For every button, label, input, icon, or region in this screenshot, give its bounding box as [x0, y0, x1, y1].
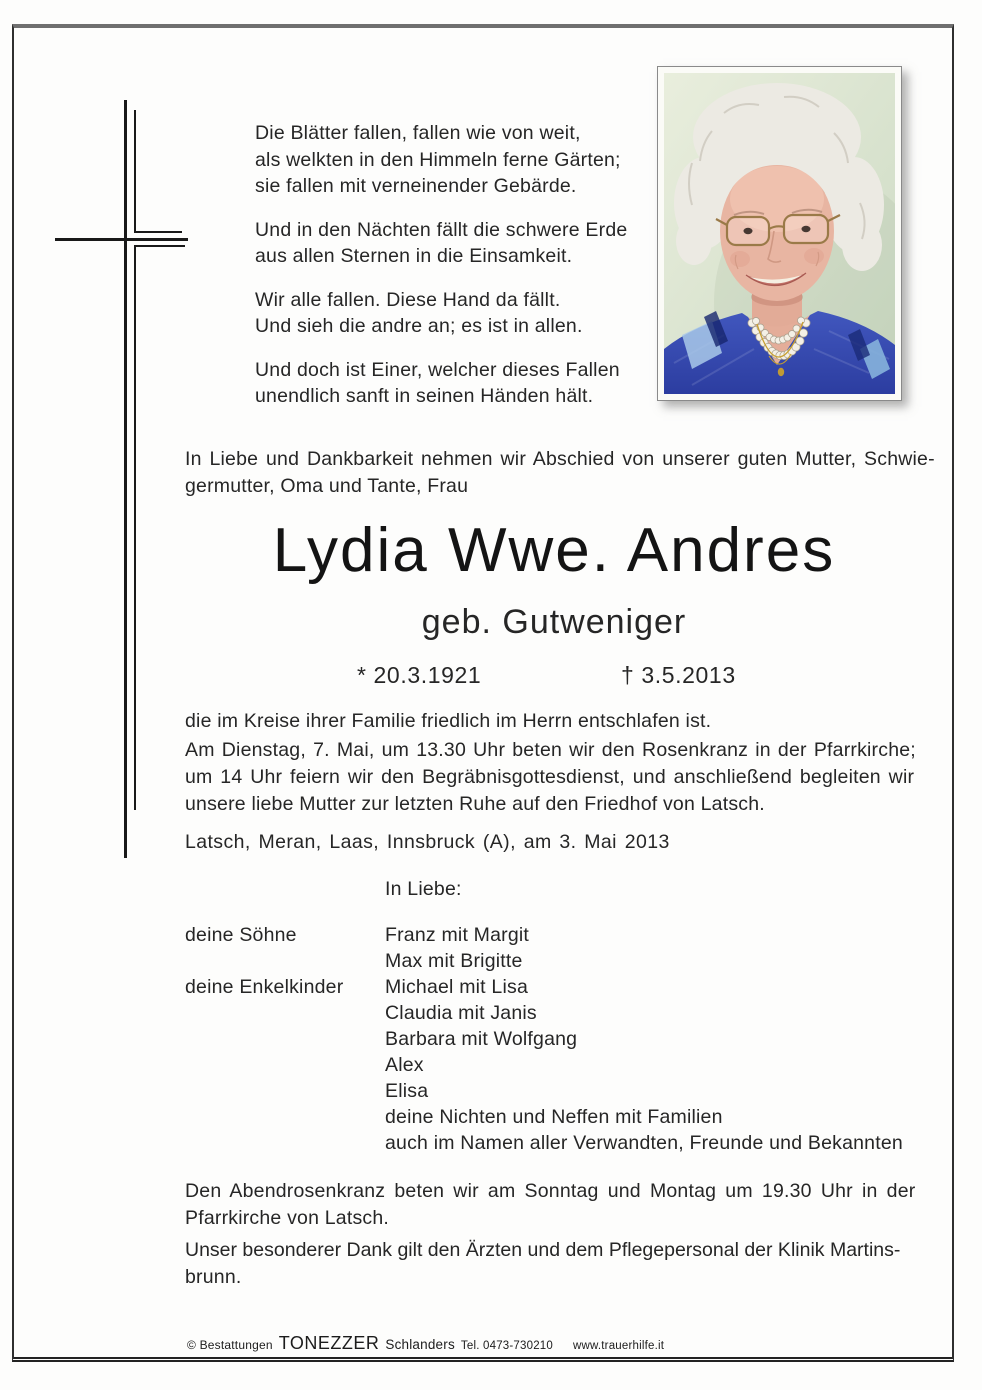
family-label: [185, 1000, 385, 1026]
footer-brand: TONEZZER: [278, 1333, 380, 1353]
funeral-line: unsere liebe Mutter zur letzten Ruhe auf den Friedhof von Latsch.: [185, 793, 765, 815]
footer-website: www.trauerhilfe.it: [573, 1340, 665, 1352]
family-label: deine Enkelkinder: [185, 976, 344, 998]
family-row: [185, 1104, 903, 1130]
cities-date-line: Latsch, Meran, Laas, Innsbruck (A), am 3. Mai 2013: [185, 831, 670, 853]
poem-line: unendlich sanft in seinen Händen hält.: [255, 385, 594, 407]
evening-rosary-note: [185, 1178, 915, 1232]
family-value: Michael mit Lisa: [385, 976, 528, 998]
life-dates: [185, 662, 923, 696]
thanks-line: Unser besonderer Dank gilt den Ärzten und dem Pflegepersonal der Klinik Martins-: [185, 1239, 901, 1261]
portrait-photo: [657, 66, 902, 401]
footer: [187, 1330, 664, 1360]
family-value: auch im Namen aller Verwandten, Freunde und Bekannten: [385, 1132, 903, 1154]
family-label: [185, 1026, 385, 1052]
family-row: [185, 948, 903, 974]
poem-stanza: [255, 287, 627, 340]
family-label: [185, 1104, 385, 1130]
family-label: [185, 1078, 385, 1104]
cross-horizontal-thin-upper: [134, 231, 182, 233]
family-value: Elisa: [385, 1080, 429, 1102]
family-label: [185, 1130, 385, 1156]
poem-line: aus allen Sternen in die Einsamkeit.: [255, 245, 573, 267]
birth-name: geb. Gutweniger: [421, 603, 687, 641]
intro-line: In Liebe und Dankbarkeit nehmen wir Abschied von unserer guten Mutter, Schwie-: [185, 448, 935, 470]
poem: [255, 120, 627, 427]
funeral-info: [185, 737, 916, 818]
poem-line: Die Blätter fallen, fallen wie von weit,: [255, 122, 581, 144]
cross-horizontal-main: [55, 238, 188, 241]
family-row: [185, 1052, 903, 1078]
family-value: deine Nichten und Neffen mit Familien: [385, 1106, 723, 1128]
footer-copyright: © Bestattungen: [187, 1338, 273, 1352]
family-list: [185, 922, 903, 1156]
family-value: Franz mit Margit: [385, 924, 530, 946]
poem-line: Und in den Nächten fällt die schwere Erde: [255, 218, 628, 241]
birth-date: * 20.3.1921: [357, 662, 482, 688]
funeral-line: um 14 Uhr feiern wir den Begräbnisgottesdienst, und anschließend begleiten wir: [185, 766, 915, 788]
death-date: † 3.5.2013: [621, 662, 736, 688]
family-row: [185, 922, 903, 948]
footer-city: Schlanders: [385, 1337, 455, 1352]
footer-phone: Tel. 0473-730210: [460, 1340, 553, 1352]
poem-line: sie fallen mit verneinender Gebärde.: [255, 175, 577, 197]
portrait-illustration: [664, 73, 895, 394]
family-label: [185, 1052, 385, 1078]
family-label: [185, 948, 385, 974]
poem-line: als welkten in den Himmeln ferne Gärten;: [255, 148, 621, 171]
family-value: Barbara mit Wolfgang: [385, 1028, 578, 1050]
poem-line: Wir alle fallen. Diese Hand da fällt.: [255, 288, 561, 311]
death-statement: die im Kreise ihrer Familie friedlich im Herrn entschlafen ist.: [185, 710, 712, 732]
cross-vertical-thin-upper: [134, 110, 136, 232]
in-love-heading: In Liebe:: [385, 878, 462, 900]
poem-stanza: [255, 217, 627, 270]
family-row: [185, 1000, 903, 1026]
family-row: [185, 1078, 903, 1104]
deceased-name: Lydia Wwe. Andres: [272, 516, 836, 585]
thanks-line: brunn.: [185, 1266, 242, 1288]
cross-vertical-thin-lower: [134, 245, 136, 810]
rosary-line: Pfarrkirche von Latsch.: [185, 1207, 390, 1229]
rosary-line: Den Abendrosenkranz beten wir am Sonntag und Montag um 19.30 Uhr in der: [185, 1180, 916, 1202]
poem-line: Und sieh die andre an; es ist in allen.: [255, 315, 583, 337]
family-label: deine Söhne: [185, 924, 297, 946]
funeral-line: Am Dienstag, 7. Mai, um 13.30 Uhr beten wir den Rosenkranz in der Pfarrkirche;: [185, 739, 916, 761]
poem-stanza: [255, 357, 627, 410]
family-value: Claudia mit Janis: [385, 1002, 537, 1024]
poem-line: Und doch ist Einer, welcher dieses Fallen: [255, 358, 620, 381]
thanks-note: [185, 1237, 900, 1291]
poem-stanza: [255, 120, 627, 200]
family-row: [185, 974, 903, 1000]
intro-line: germutter, Oma und Tante, Frau: [185, 475, 469, 497]
family-value: Max mit Brigitte: [385, 950, 523, 972]
cross-vertical-main: [124, 100, 127, 858]
family-row: [185, 1026, 903, 1052]
family-row: [185, 1130, 903, 1156]
cross-horizontal-thin-lower: [134, 245, 185, 247]
intro-text: [185, 446, 935, 500]
family-value: Alex: [385, 1054, 424, 1076]
